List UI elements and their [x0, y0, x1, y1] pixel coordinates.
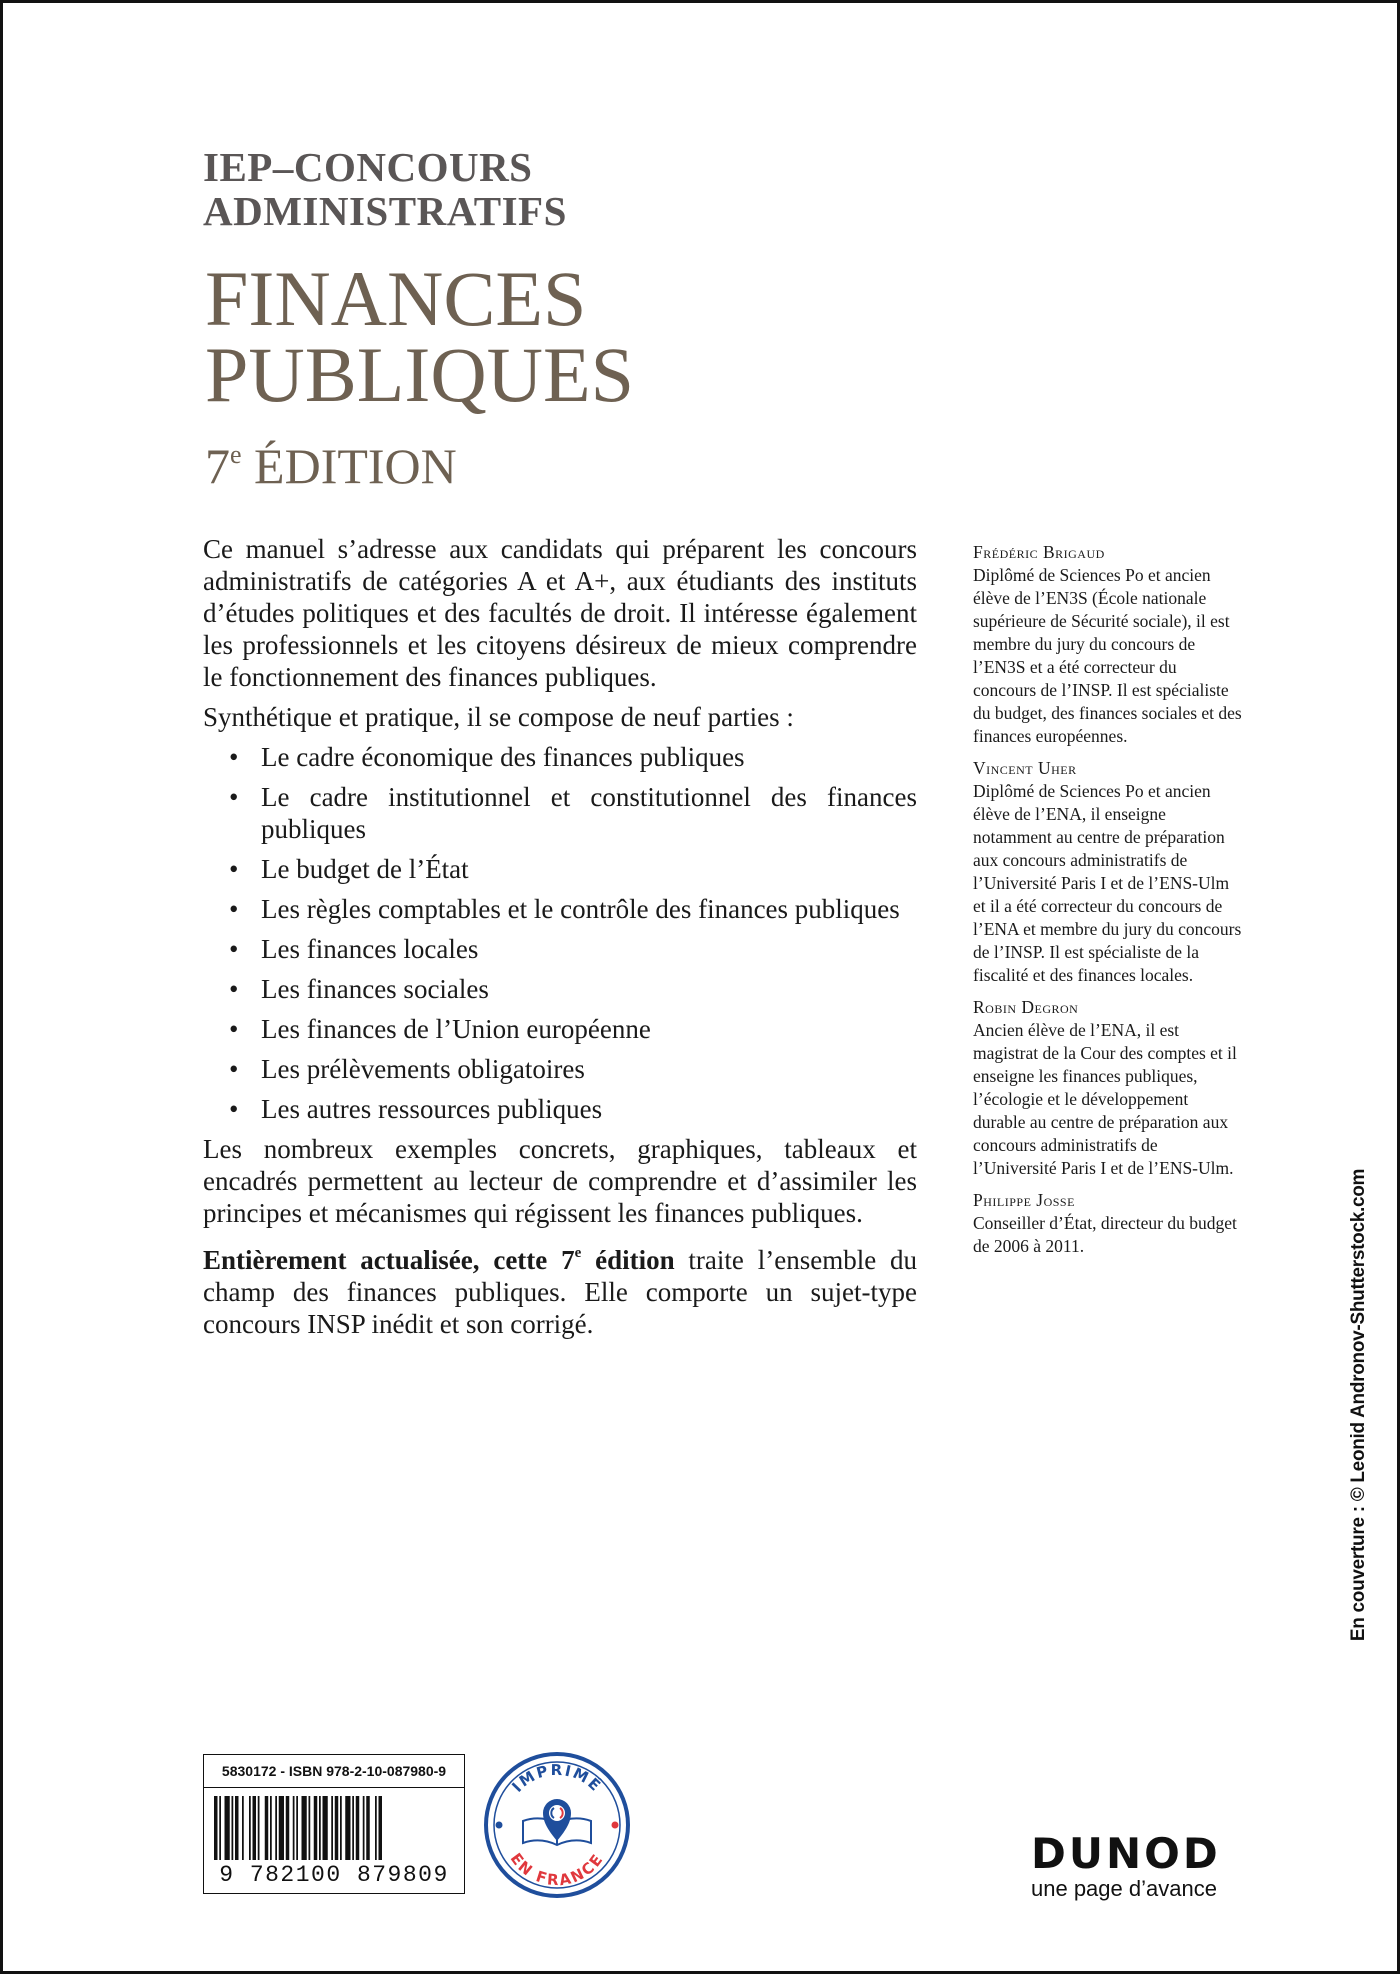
- authors: [973, 541, 1243, 1267]
- bullet-icon: •: [229, 1054, 239, 1084]
- publisher-logo: [1031, 1831, 1241, 1901]
- update-bold-end: édition: [581, 1245, 675, 1275]
- bullet-icon: •: [229, 782, 239, 812]
- description: [203, 533, 917, 1348]
- author-block: [973, 1189, 1243, 1258]
- isbn-barcode: [203, 1754, 465, 1894]
- edition-label: ÉDITION: [241, 438, 457, 494]
- list-item: [203, 1093, 917, 1125]
- list-item-text: Les règles comptables et le contrôle des finances publiques: [261, 894, 900, 924]
- update-emphasis: [203, 1245, 675, 1275]
- barcode-bars: [214, 1796, 454, 1860]
- book-title: [205, 255, 635, 418]
- bullet-icon: •: [229, 1094, 239, 1124]
- list-item: [203, 973, 917, 1005]
- series-line-2: ADMINISTRATIFS: [203, 188, 567, 234]
- author-bio: Diplômé de Sciences Po et ancien élève de l’EN3S (École nationale supérieure de Sécurité sociale), il est membre du jury du concours de l’EN3S et a été correcteur du concours de l’INSP. Il est spécialiste du budget, des finances sociales et des finances européennes.: [973, 565, 1242, 746]
- title-line-2: PUBLIQUES: [205, 331, 635, 418]
- list-item-text: Le budget de l’État: [261, 854, 469, 884]
- author-name: Robin Degron: [973, 997, 1079, 1017]
- bullet-icon: •: [229, 894, 239, 924]
- author-block: [973, 757, 1243, 987]
- author-block: [973, 541, 1243, 748]
- list-item: [203, 781, 917, 845]
- bullet-icon: •: [229, 854, 239, 884]
- series-line-1: IEP–CONCOURS: [203, 144, 533, 190]
- lead-paragraph: Synthétique et pratique, il se compose de neuf parties :: [203, 702, 794, 732]
- author-name: Vincent Uher: [973, 758, 1077, 778]
- bullet-icon: •: [229, 974, 239, 1004]
- cover-credit-text: En couverture : © Leonid Andronov-Shutterstock.com: [1348, 1168, 1369, 1642]
- bullet-icon: •: [229, 1014, 239, 1044]
- list-item-text: Le cadre institutionnel et constitutionnel des finances publiques: [261, 782, 917, 844]
- list-item: [203, 1013, 917, 1045]
- update-paragraph: [203, 1237, 917, 1340]
- update-bold-sup: e: [574, 1245, 582, 1261]
- seal-bottom-text: EN FRANCE: [506, 1849, 608, 1890]
- author-block: [973, 996, 1243, 1180]
- bullet-icon: •: [229, 934, 239, 964]
- series-title: [203, 145, 567, 233]
- list-item-text: Les prélèvements obligatoires: [261, 1054, 585, 1084]
- list-item-text: Les finances de l’Union européenne: [261, 1014, 651, 1044]
- edition-suffix: e: [230, 440, 242, 469]
- list-item: [203, 1053, 917, 1085]
- list-item: [203, 853, 917, 885]
- list-item-text: Les autres ressources publiques: [261, 1094, 603, 1124]
- edition: [205, 427, 457, 494]
- list-item-text: Les finances sociales: [261, 974, 489, 1004]
- seal-top-text: IMPRIMÉ: [508, 1760, 606, 1796]
- list-item: [203, 933, 917, 965]
- author-bio: Diplômé de Sciences Po et ancien élève de l’ENA, il enseigne notamment au centre de préparation aux concours administratifs de l’Université Paris I et de l’ENS-Ulm et il a été correcteur du concours de l’ENA et membre du jury du concours de l’INSP. Il est spécialiste de la fiscalité et des finances locales.: [973, 781, 1242, 985]
- examples-paragraph: Les nombreux exemples concrets, graphiques, tableaux et encadrés permettent au lecteur de comprendre et d’assimiler les principes et mécanismes qui régissent les finances publiques.: [203, 1134, 917, 1228]
- title-line-1: FINANCES: [205, 255, 587, 342]
- update-rest: traite l’ensemble du champ des finances publiques. Elle comporte un sujet-type concours INSP inédit et son corrigé.: [203, 1245, 917, 1339]
- author-name: Philippe Josse: [973, 1190, 1075, 1210]
- barcode-digits: 9 782100 879809: [219, 1862, 449, 1888]
- publisher-tagline: une page d’avance: [1031, 1876, 1217, 1901]
- list-item-text: Les finances locales: [261, 934, 479, 964]
- list-item-text: Le cadre économique des finances publiques: [261, 742, 745, 772]
- list-item: [203, 741, 917, 773]
- imprime-en-france-seal-icon: [483, 1751, 631, 1899]
- publisher-name: DUNOD: [1031, 1829, 1221, 1878]
- author-bio: Conseiller d’État, directeur du budget de 2006 à 2011.: [973, 1213, 1237, 1256]
- update-bold-start: Entièrement actualisée, cette 7: [203, 1245, 575, 1275]
- author-name: Frédéric Brigaud: [973, 542, 1105, 562]
- isbn-line: 5830172 - ISBN 978-2-10-087980-9: [204, 1755, 464, 1788]
- parts-list: [203, 741, 917, 1125]
- bullet-icon: •: [229, 742, 239, 772]
- list-item: [203, 893, 917, 925]
- intro-paragraph: Ce manuel s’adresse aux candidats qui préparent les concours administratifs de catégories A et A+, aux étudiants des instituts d’études politiques et des facultés de droit. Il intéresse également les professionnels et les citoyens désireux de mieux comprendre le fonctionnement des finances publiques.: [203, 534, 917, 692]
- author-bio: Ancien élève de l’ENA, il est magistrat de la Cour des comptes et il enseigne les finances publiques, l’écologie et le développement durable au centre de préparation aux concours administratifs de l’Université Paris I et de l’ENS-Ulm.: [973, 1020, 1237, 1178]
- edition-number: 7: [205, 438, 230, 494]
